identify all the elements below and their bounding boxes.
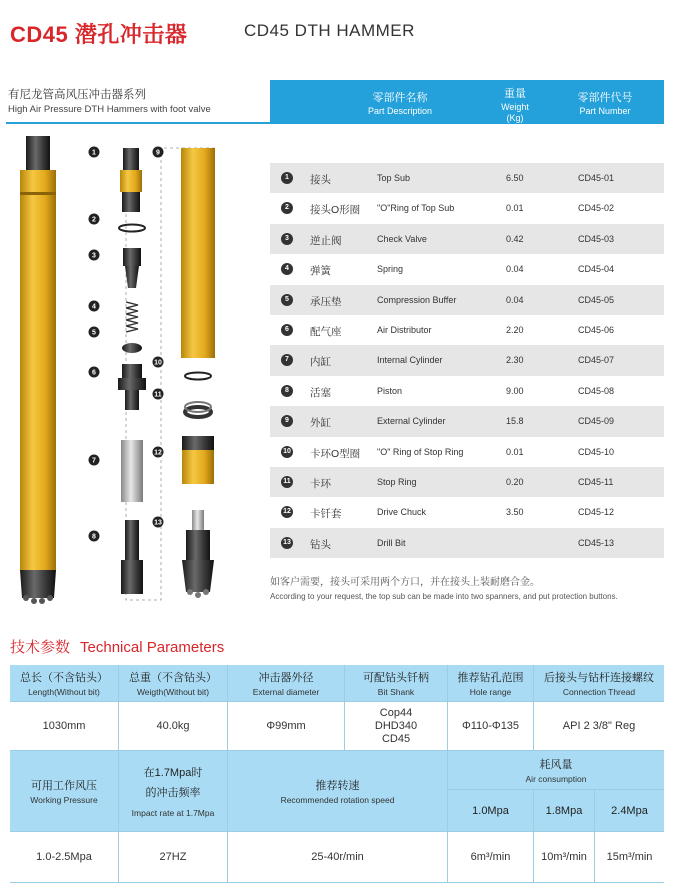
svg-text:10: 10: [154, 359, 162, 367]
table-row: [270, 406, 664, 436]
part-name-cn: 活塞: [310, 386, 331, 399]
grid-line: [118, 665, 119, 883]
part-weight: 2.30: [506, 355, 524, 366]
th-en: Length(Without bit): [28, 687, 100, 697]
tech-title-en: Technical Parameters: [80, 639, 225, 656]
table-row: [270, 285, 664, 315]
grid-line: [10, 831, 664, 832]
td-thread: API 2 3/8" Reg: [534, 702, 664, 750]
th-en: Weigth(Without bit): [136, 687, 210, 697]
parts-table-header: [270, 80, 664, 124]
callout-7: [89, 455, 100, 466]
svg-text:4: 4: [92, 303, 96, 311]
table-row: [270, 497, 664, 527]
th-length: [10, 665, 118, 701]
part-name-cn: 卡环O型圈: [310, 447, 361, 460]
page-title-en: CD45 DTH HAMMER: [244, 21, 415, 40]
part-number: CD45-07: [578, 355, 615, 366]
col-desc-cn: 零部件名称: [372, 92, 428, 104]
row-number: 3: [281, 233, 293, 245]
part-name-en: Top Sub: [377, 173, 411, 183]
row-number: 5: [281, 294, 293, 306]
callout-3: [89, 250, 100, 261]
table-row: [270, 528, 664, 558]
part-weight: 0.04: [506, 294, 524, 305]
series-label: [6, 80, 270, 124]
tech-params-table: [10, 665, 664, 883]
part-number: CD45-10: [578, 446, 615, 457]
callout-11: [153, 389, 164, 400]
col-weight-en: Weight: [501, 102, 529, 112]
table-row: [270, 163, 664, 193]
th-cn: 总长（不含钻头）: [20, 672, 108, 684]
th-cn: 后接头与钻杆连接螺纹: [544, 672, 654, 684]
col-weight-unit: (Kg): [506, 113, 524, 123]
part-name-en: Check Valve: [377, 233, 427, 244]
callout-6: [89, 367, 100, 378]
part-drive-chuck-image: [182, 436, 214, 484]
bit-shank-1: Cop44: [379, 706, 413, 719]
svg-text:7: 7: [92, 457, 96, 465]
part-name-en: "O" Ring of Stop Ring: [377, 446, 464, 457]
part-name-en: Compression Buffer: [377, 294, 457, 305]
part-name-en: Drive Chuck: [377, 507, 427, 518]
row-number: 2: [281, 202, 293, 214]
svg-text:8: 8: [92, 533, 96, 541]
th-weight: [119, 665, 227, 701]
svg-text:6: 6: [92, 369, 96, 377]
part-number: CD45-02: [578, 203, 615, 214]
note-en: According to your request, the top sub can be made into two spanners, and put protection buttons.: [270, 592, 618, 601]
th-bit-shank: [345, 665, 447, 701]
page-title-cn: CD45 潜孔冲击器: [10, 22, 188, 47]
part-name-en: Drill Bit: [377, 537, 406, 548]
th-impact-rate: [119, 751, 227, 831]
svg-text:2: 2: [92, 216, 96, 224]
callout-10: [153, 357, 164, 368]
part-name-cn: 钻头: [310, 538, 331, 551]
part-external-cylinder-image: [181, 148, 215, 358]
svg-text:1: 1: [92, 149, 96, 157]
part-name-en: Piston: [377, 385, 403, 396]
callout-8: [89, 531, 100, 542]
part-number: CD45-08: [578, 385, 615, 396]
th-en: Air consumption: [525, 774, 587, 784]
customization-note: [270, 573, 670, 601]
row-number: 10: [281, 446, 293, 458]
part-name-en: Internal Cylinder: [377, 355, 443, 366]
grid-line: [10, 701, 664, 702]
th-thread: [534, 665, 664, 701]
part-number: CD45-12: [578, 507, 615, 518]
part-weight: 0.04: [506, 264, 524, 275]
th-diameter: [228, 665, 344, 701]
callout-1: [89, 147, 100, 158]
th-cn: 可配钻头钎柄: [363, 672, 429, 684]
part-weight: 2.20: [506, 324, 524, 335]
part-weight: 0.01: [506, 446, 524, 457]
th-en: Working Pressure: [30, 795, 98, 805]
bit-shank-3: CD45: [381, 732, 411, 745]
td-impact-rate: 27HZ: [119, 832, 227, 882]
row-number: 1: [281, 172, 293, 184]
td-rotation-speed: 25-40r/min: [228, 832, 447, 882]
tech-params-heading: [10, 636, 234, 657]
th-cn: 可用工作风压: [31, 780, 97, 792]
part-weight: 0.01: [506, 203, 524, 214]
th-en: Recommended rotation speed: [280, 795, 395, 805]
bit-shank-2: DHD340: [374, 719, 418, 732]
svg-text:13: 13: [154, 519, 162, 527]
th-cn: 推荐转速: [315, 780, 360, 792]
part-buffer-image: [122, 343, 142, 353]
row-number: 8: [281, 385, 293, 397]
page-header: [0, 0, 680, 70]
th-cn: 1.8Mpa: [545, 804, 583, 817]
part-oring-image: [119, 225, 145, 232]
svg-text:3: 3: [92, 252, 96, 260]
part-name-en: Spring: [377, 264, 404, 275]
col-part-number: [560, 89, 650, 116]
hammer-exploded-view: [6, 130, 268, 610]
part-name-cn: 接头O形圈: [310, 204, 361, 217]
grid-line: [10, 750, 664, 751]
part-name-en: "O"Ring of Top Sub: [377, 203, 455, 214]
col-number-en: Part Number: [579, 106, 631, 116]
grid-line: [533, 665, 534, 751]
svg-text:11: 11: [154, 391, 162, 399]
td-air-3: 15m³/min: [595, 832, 664, 882]
td-length: 1030mm: [10, 702, 118, 750]
callout-9: [153, 147, 164, 158]
th-en: Hole range: [469, 687, 512, 697]
grid-line: [533, 789, 534, 883]
part-internal-cylinder-image: [121, 440, 143, 502]
part-name-en: Air Distributor: [377, 324, 432, 335]
svg-text:12: 12: [154, 449, 162, 457]
td-hole-range: Φ110-Φ135: [448, 702, 533, 750]
th-cn: 耗风量: [539, 759, 573, 771]
th-cn: 推荐钻孔范围: [457, 672, 524, 684]
grid-line: [344, 665, 345, 751]
th-cn: 1.0Mpa: [472, 804, 509, 817]
series-label-cn: 有尼龙管高风压冲击器系列: [8, 89, 146, 101]
row-number: 12: [281, 506, 293, 518]
part-name-cn: 内缸: [310, 356, 331, 369]
part-number: CD45-03: [578, 233, 615, 244]
row-number: 7: [281, 354, 293, 366]
th-cn: 2.4Mpa: [611, 804, 648, 817]
grid-line: [447, 789, 664, 790]
tech-title-cn: 技术参数: [10, 639, 71, 656]
part-weight: 6.50: [506, 173, 524, 183]
th-en: Impact rate at 1.7Mpa: [131, 808, 215, 818]
part-weight: 0.42: [506, 233, 524, 244]
series-label-en: High Air Pressure DTH Hammers with foot valve: [8, 104, 211, 115]
col-weight-cn: 重量: [504, 88, 526, 100]
part-stop-ring-oring-image: [185, 373, 211, 380]
part-number: CD45-04: [578, 264, 615, 275]
callout-13: [153, 517, 164, 528]
part-spring-image: [126, 302, 138, 332]
th-hole-range: [448, 665, 533, 701]
table-row: [270, 437, 664, 467]
part-name-en: Stop Ring: [377, 476, 417, 487]
callout-4: [89, 301, 100, 312]
th-air-consumption: [448, 751, 664, 789]
td-bit-shank: [345, 702, 447, 750]
td-air-1: 6m³/min: [448, 832, 533, 882]
part-air-distributor-image: [118, 364, 146, 410]
td-weight: 40.0kg: [119, 702, 227, 750]
part-number: CD45-09: [578, 416, 615, 427]
row-number: 4: [281, 263, 293, 275]
th-pressure-1: [448, 790, 533, 831]
col-desc-en: Part Description: [367, 106, 433, 116]
part-name-cn: 卡钎套: [310, 508, 342, 521]
part-weight: 15.8: [506, 416, 524, 427]
part-name-cn: 配气座: [310, 325, 342, 338]
part-name-cn: 接头: [310, 174, 331, 186]
part-name-cn: 弹簧: [310, 265, 331, 278]
th-en: Bit Shank: [377, 687, 415, 697]
part-number: CD45-06: [578, 324, 615, 335]
part-stop-ring-image: [185, 402, 211, 417]
part-piston-image: [121, 520, 143, 594]
callout-2: [89, 214, 100, 225]
parts-list: [270, 163, 664, 558]
part-name-en: External Cylinder: [377, 416, 446, 427]
td-working-pressure: 1.0-2.5Mpa: [10, 832, 118, 882]
th-cn: 的冲击频率: [145, 787, 201, 799]
part-name-cn: 外缸: [310, 417, 331, 430]
callout-5: [89, 327, 100, 338]
table-row: [270, 193, 664, 223]
table-row: [270, 224, 664, 254]
assembled-hammer-image: [20, 136, 56, 604]
grid-line: [227, 665, 228, 883]
grid-line: [447, 665, 448, 883]
part-number: CD45-13: [578, 537, 615, 548]
th-pressure-2: [534, 790, 594, 831]
row-number: 9: [281, 415, 293, 427]
part-number: CD45-05: [578, 294, 615, 305]
th-cn: 在1.7Mpa时: [143, 767, 203, 779]
part-weight: 0.20: [506, 476, 524, 487]
svg-text:9: 9: [156, 149, 160, 157]
table-row: [270, 376, 664, 406]
td-air-2: 10m³/min: [534, 832, 594, 882]
th-cn: 总重（不含钻头）: [129, 672, 217, 684]
row-number: 11: [281, 476, 293, 488]
th-rotation-speed: [228, 751, 447, 831]
part-weight: 9.00: [506, 385, 524, 396]
table-row: [270, 345, 664, 375]
th-en: Connection Thread: [562, 687, 636, 697]
part-name-cn: 承压垫: [310, 295, 342, 308]
note-cn: 如客户需要，接头可采用两个方口，并在接头上装耐磨合金。: [270, 577, 540, 588]
part-name-cn: 卡环: [310, 477, 331, 490]
part-number: CD45-11: [578, 476, 614, 487]
grid-line: [10, 882, 664, 883]
col-weight: [490, 85, 540, 123]
row-number: 13: [281, 537, 293, 549]
th-working-pressure: [10, 751, 118, 831]
svg-text:5: 5: [92, 329, 96, 337]
part-drill-bit-image: [182, 510, 214, 598]
part-name-cn: 逆止阀: [310, 234, 342, 247]
table-row: [270, 254, 664, 284]
part-weight: 3.50: [506, 507, 524, 518]
row-number: 6: [281, 324, 293, 336]
table-row: [270, 315, 664, 345]
td-diameter: Φ99mm: [228, 702, 344, 750]
part-number: CD45-01: [578, 173, 615, 183]
part-top-sub-image: [120, 148, 142, 212]
col-part-description: [310, 89, 490, 116]
table-row: [270, 467, 664, 497]
col-number-cn: 零部件代号: [577, 92, 633, 104]
th-en: External diameter: [252, 687, 320, 697]
callout-12: [153, 447, 164, 458]
th-cn: 冲击器外径: [258, 672, 314, 684]
th-pressure-3: [595, 790, 664, 831]
grid-line: [594, 789, 595, 883]
